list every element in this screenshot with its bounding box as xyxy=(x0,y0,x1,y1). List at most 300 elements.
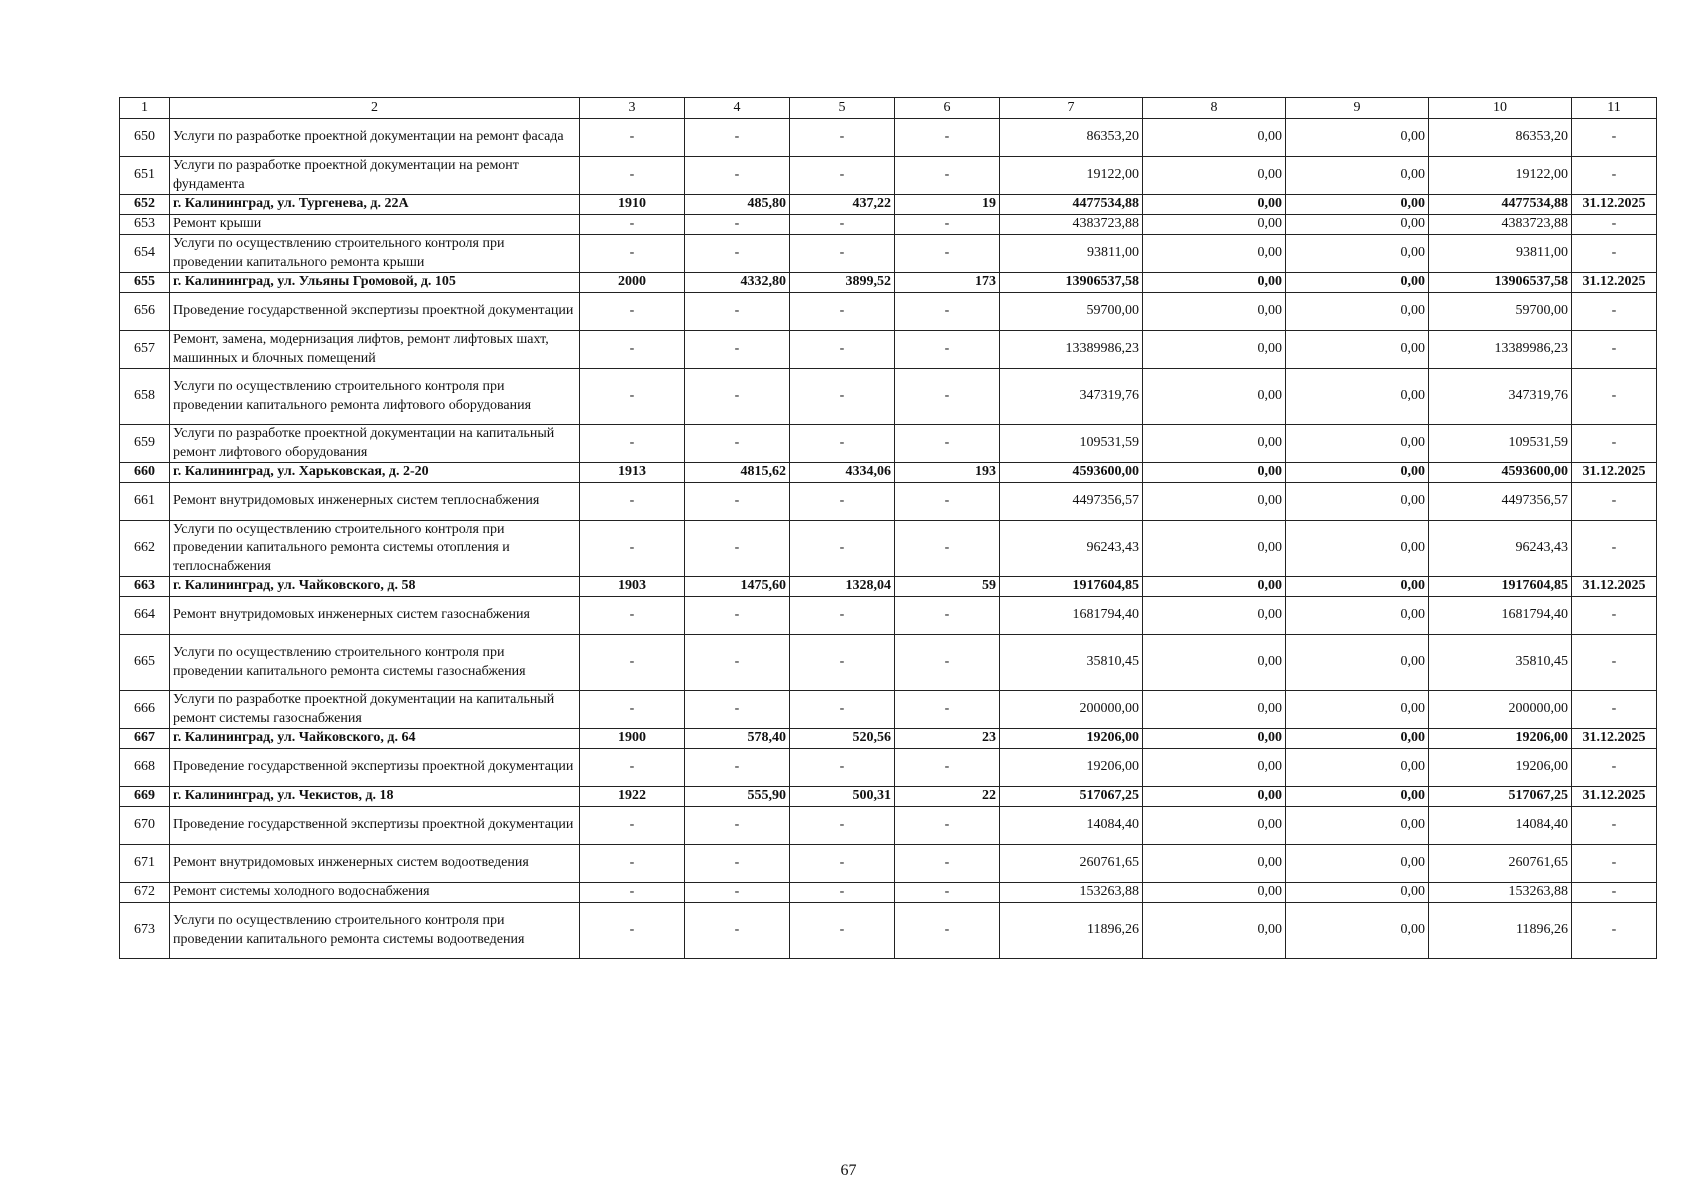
budget-cost-cell: 0,00 xyxy=(1286,883,1429,903)
work-name-cell: Проведение государственной экспертизы проектной документации xyxy=(170,807,580,845)
living-area-cell: 500,31 xyxy=(790,787,895,807)
row-number: 663 xyxy=(120,577,170,597)
total-cost-cell: 4497356,57 xyxy=(1000,483,1143,521)
column-number: 8 xyxy=(1143,98,1286,119)
budget-cost-cell: 0,00 xyxy=(1286,807,1429,845)
owner-funds-cell: 19206,00 xyxy=(1429,729,1572,749)
total-cost-cell: 13389986,23 xyxy=(1000,331,1143,369)
work-name-cell: Услуги по осуществлению строительного контроля при проведении капитального ремонта системы отопления и теплоснабжения xyxy=(170,521,580,577)
living-area-cell: - xyxy=(790,845,895,883)
work-item-row xyxy=(120,845,1657,883)
address-row xyxy=(120,195,1657,215)
fund-cost-cell: 0,00 xyxy=(1143,119,1286,157)
table-body xyxy=(120,98,1657,959)
total-cost-cell: 19122,00 xyxy=(1000,157,1143,195)
fund-cost-cell: 0,00 xyxy=(1143,483,1286,521)
deadline-cell: - xyxy=(1572,293,1657,331)
work-name-cell: Услуги по осуществлению строительного контроля при проведении капитального ремонта системы водоотведения xyxy=(170,903,580,959)
work-name-cell: Ремонт системы холодного водоснабжения xyxy=(170,883,580,903)
address-cell: г. Калининград, ул. Тургенева, д. 22А xyxy=(170,195,580,215)
work-name-cell: Ремонт внутридомовых инженерных систем газоснабжения xyxy=(170,597,580,635)
total-area-cell: 4332,80 xyxy=(685,273,790,293)
total-cost-cell: 96243,43 xyxy=(1000,521,1143,577)
living-area-cell: - xyxy=(790,369,895,425)
year-cell: - xyxy=(580,293,685,331)
year-cell: - xyxy=(580,331,685,369)
total-cost-cell: 1917604,85 xyxy=(1000,577,1143,597)
year-cell: - xyxy=(580,235,685,273)
total-area-cell: - xyxy=(685,807,790,845)
residents-cell: - xyxy=(895,635,1000,691)
year-cell: - xyxy=(580,635,685,691)
row-number: 667 xyxy=(120,729,170,749)
budget-cost-cell: 0,00 xyxy=(1286,369,1429,425)
year-cell: - xyxy=(580,215,685,235)
deadline-cell: - xyxy=(1572,845,1657,883)
row-number: 660 xyxy=(120,463,170,483)
living-area-cell: - xyxy=(790,635,895,691)
column-number: 5 xyxy=(790,98,895,119)
living-area-cell: - xyxy=(790,293,895,331)
residents-cell: - xyxy=(895,691,1000,729)
owner-funds-cell: 14084,40 xyxy=(1429,807,1572,845)
total-cost-cell: 11896,26 xyxy=(1000,903,1143,959)
residents-cell: - xyxy=(895,807,1000,845)
row-number: 671 xyxy=(120,845,170,883)
residents-cell: - xyxy=(895,597,1000,635)
row-number: 650 xyxy=(120,119,170,157)
owner-funds-cell: 517067,25 xyxy=(1429,787,1572,807)
column-number: 6 xyxy=(895,98,1000,119)
residents-cell: - xyxy=(895,483,1000,521)
year-cell: - xyxy=(580,119,685,157)
total-cost-cell: 260761,65 xyxy=(1000,845,1143,883)
total-area-cell: - xyxy=(685,691,790,729)
address-row xyxy=(120,729,1657,749)
living-area-cell: 1328,04 xyxy=(790,577,895,597)
deadline-cell: - xyxy=(1572,749,1657,787)
owner-funds-cell: 109531,59 xyxy=(1429,425,1572,463)
fund-cost-cell: 0,00 xyxy=(1143,521,1286,577)
row-number: 662 xyxy=(120,521,170,577)
owner-funds-cell: 11896,26 xyxy=(1429,903,1572,959)
budget-cost-cell: 0,00 xyxy=(1286,463,1429,483)
total-cost-cell: 4383723,88 xyxy=(1000,215,1143,235)
owner-funds-cell: 19122,00 xyxy=(1429,157,1572,195)
work-name-cell: Проведение государственной экспертизы проектной документации xyxy=(170,293,580,331)
living-area-cell: - xyxy=(790,215,895,235)
living-area-cell: - xyxy=(790,883,895,903)
total-cost-cell: 93811,00 xyxy=(1000,235,1143,273)
year-cell: - xyxy=(580,691,685,729)
work-item-row xyxy=(120,293,1657,331)
work-name-cell: Ремонт внутридомовых инженерных систем теплоснабжения xyxy=(170,483,580,521)
owner-funds-cell: 13389986,23 xyxy=(1429,331,1572,369)
work-item-row xyxy=(120,331,1657,369)
residents-cell: - xyxy=(895,119,1000,157)
work-item-row xyxy=(120,235,1657,273)
deadline-cell: 31.12.2025 xyxy=(1572,787,1657,807)
residents-cell: - xyxy=(895,157,1000,195)
deadline-cell: - xyxy=(1572,425,1657,463)
owner-funds-cell: 153263,88 xyxy=(1429,883,1572,903)
residents-cell: - xyxy=(895,331,1000,369)
row-number: 655 xyxy=(120,273,170,293)
address-row xyxy=(120,273,1657,293)
deadline-cell: 31.12.2025 xyxy=(1572,463,1657,483)
total-cost-cell: 517067,25 xyxy=(1000,787,1143,807)
budget-cost-cell: 0,00 xyxy=(1286,215,1429,235)
total-cost-cell: 153263,88 xyxy=(1000,883,1143,903)
owner-funds-cell: 200000,00 xyxy=(1429,691,1572,729)
budget-cost-cell: 0,00 xyxy=(1286,903,1429,959)
deadline-cell: - xyxy=(1572,691,1657,729)
living-area-cell: - xyxy=(790,691,895,729)
total-area-cell: - xyxy=(685,119,790,157)
owner-funds-cell: 1681794,40 xyxy=(1429,597,1572,635)
row-number: 670 xyxy=(120,807,170,845)
total-area-cell: 555,90 xyxy=(685,787,790,807)
row-number: 673 xyxy=(120,903,170,959)
row-number: 659 xyxy=(120,425,170,463)
deadline-cell: 31.12.2025 xyxy=(1572,195,1657,215)
living-area-cell: - xyxy=(790,807,895,845)
budget-cost-cell: 0,00 xyxy=(1286,483,1429,521)
owner-funds-cell: 86353,20 xyxy=(1429,119,1572,157)
living-area-cell: - xyxy=(790,597,895,635)
total-area-cell: - xyxy=(685,845,790,883)
total-cost-cell: 86353,20 xyxy=(1000,119,1143,157)
row-number: 672 xyxy=(120,883,170,903)
address-cell: г. Калининград, ул. Ульяны Громовой, д. 105 xyxy=(170,273,580,293)
total-area-cell: - xyxy=(685,369,790,425)
work-item-row xyxy=(120,597,1657,635)
residents-cell: 23 xyxy=(895,729,1000,749)
owner-funds-cell: 4383723,88 xyxy=(1429,215,1572,235)
work-name-cell: Услуги по разработке проектной документации на ремонт фасада xyxy=(170,119,580,157)
deadline-cell: - xyxy=(1572,331,1657,369)
owner-funds-cell: 93811,00 xyxy=(1429,235,1572,273)
deadline-cell: 31.12.2025 xyxy=(1572,273,1657,293)
total-area-cell: 485,80 xyxy=(685,195,790,215)
year-cell: - xyxy=(580,157,685,195)
work-schedule-table xyxy=(119,97,1657,959)
work-item-row xyxy=(120,903,1657,959)
row-number: 668 xyxy=(120,749,170,787)
column-number: 11 xyxy=(1572,98,1657,119)
residents-cell: 19 xyxy=(895,195,1000,215)
address-cell: г. Калининград, ул. Харьковская, д. 2-20 xyxy=(170,463,580,483)
fund-cost-cell: 0,00 xyxy=(1143,845,1286,883)
work-name-cell: Ремонт крыши xyxy=(170,215,580,235)
owner-funds-cell: 19206,00 xyxy=(1429,749,1572,787)
living-area-cell: - xyxy=(790,157,895,195)
owner-funds-cell: 13906537,58 xyxy=(1429,273,1572,293)
total-cost-cell: 4477534,88 xyxy=(1000,195,1143,215)
column-number: 2 xyxy=(170,98,580,119)
living-area-cell: - xyxy=(790,425,895,463)
deadline-cell: - xyxy=(1572,235,1657,273)
address-row xyxy=(120,787,1657,807)
column-number: 1 xyxy=(120,98,170,119)
fund-cost-cell: 0,00 xyxy=(1143,425,1286,463)
total-cost-cell: 200000,00 xyxy=(1000,691,1143,729)
row-number: 665 xyxy=(120,635,170,691)
living-area-cell: 520,56 xyxy=(790,729,895,749)
budget-cost-cell: 0,00 xyxy=(1286,521,1429,577)
work-item-row xyxy=(120,119,1657,157)
owner-funds-cell: 4477534,88 xyxy=(1429,195,1572,215)
work-item-row xyxy=(120,635,1657,691)
owner-funds-cell: 4593600,00 xyxy=(1429,463,1572,483)
residents-cell: 22 xyxy=(895,787,1000,807)
deadline-cell: - xyxy=(1572,521,1657,577)
deadline-cell: - xyxy=(1572,903,1657,959)
total-cost-cell: 1681794,40 xyxy=(1000,597,1143,635)
row-number: 658 xyxy=(120,369,170,425)
deadline-cell: - xyxy=(1572,883,1657,903)
work-name-cell: Услуги по разработке проектной документации на капитальный ремонт системы газоснабжения xyxy=(170,691,580,729)
residents-cell: - xyxy=(895,903,1000,959)
residents-cell: 173 xyxy=(895,273,1000,293)
address-cell: г. Калининград, ул. Чайковского, д. 64 xyxy=(170,729,580,749)
row-number: 652 xyxy=(120,195,170,215)
residents-cell: 59 xyxy=(895,577,1000,597)
year-cell: - xyxy=(580,883,685,903)
budget-cost-cell: 0,00 xyxy=(1286,635,1429,691)
total-area-cell: - xyxy=(685,293,790,331)
year-cell: - xyxy=(580,425,685,463)
residents-cell: - xyxy=(895,883,1000,903)
year-cell: - xyxy=(580,903,685,959)
living-area-cell: 437,22 xyxy=(790,195,895,215)
living-area-cell: - xyxy=(790,749,895,787)
fund-cost-cell: 0,00 xyxy=(1143,215,1286,235)
row-number: 651 xyxy=(120,157,170,195)
work-item-row xyxy=(120,521,1657,577)
living-area-cell: - xyxy=(790,483,895,521)
work-name-cell: Услуги по разработке проектной документации на капитальный ремонт лифтового оборудования xyxy=(170,425,580,463)
work-name-cell: Ремонт, замена, модернизация лифтов, ремонт лифтовых шахт, машинных и блочных помещений xyxy=(170,331,580,369)
total-area-cell: 4815,62 xyxy=(685,463,790,483)
address-cell: г. Калининград, ул. Чайковского, д. 58 xyxy=(170,577,580,597)
total-cost-cell: 347319,76 xyxy=(1000,369,1143,425)
fund-cost-cell: 0,00 xyxy=(1143,273,1286,293)
budget-cost-cell: 0,00 xyxy=(1286,331,1429,369)
fund-cost-cell: 0,00 xyxy=(1143,235,1286,273)
work-item-row xyxy=(120,483,1657,521)
total-area-cell: - xyxy=(685,883,790,903)
work-item-row xyxy=(120,807,1657,845)
total-area-cell: - xyxy=(685,749,790,787)
year-cell: 1900 xyxy=(580,729,685,749)
total-area-cell: - xyxy=(685,635,790,691)
residents-cell: - xyxy=(895,749,1000,787)
deadline-cell: - xyxy=(1572,483,1657,521)
work-item-row xyxy=(120,749,1657,787)
work-name-cell: Услуги по осуществлению строительного контроля при проведении капитального ремонта системы газоснабжения xyxy=(170,635,580,691)
work-name-cell: Услуги по осуществлению строительного контроля при проведении капитального ремонта крыши xyxy=(170,235,580,273)
residents-cell: - xyxy=(895,215,1000,235)
year-cell: 2000 xyxy=(580,273,685,293)
residents-cell: - xyxy=(895,293,1000,331)
year-cell: 1913 xyxy=(580,463,685,483)
year-cell: - xyxy=(580,483,685,521)
total-area-cell: - xyxy=(685,483,790,521)
budget-cost-cell: 0,00 xyxy=(1286,845,1429,883)
budget-cost-cell: 0,00 xyxy=(1286,787,1429,807)
deadline-cell: - xyxy=(1572,157,1657,195)
row-number: 653 xyxy=(120,215,170,235)
total-area-cell: - xyxy=(685,597,790,635)
total-area-cell: - xyxy=(685,425,790,463)
fund-cost-cell: 0,00 xyxy=(1143,369,1286,425)
fund-cost-cell: 0,00 xyxy=(1143,807,1286,845)
owner-funds-cell: 1917604,85 xyxy=(1429,577,1572,597)
total-cost-cell: 4593600,00 xyxy=(1000,463,1143,483)
fund-cost-cell: 0,00 xyxy=(1143,577,1286,597)
year-cell: 1903 xyxy=(580,577,685,597)
row-number: 664 xyxy=(120,597,170,635)
work-item-row xyxy=(120,369,1657,425)
row-number: 666 xyxy=(120,691,170,729)
deadline-cell: - xyxy=(1572,635,1657,691)
budget-cost-cell: 0,00 xyxy=(1286,235,1429,273)
fund-cost-cell: 0,00 xyxy=(1143,597,1286,635)
total-area-cell: - xyxy=(685,903,790,959)
work-item-row xyxy=(120,425,1657,463)
fund-cost-cell: 0,00 xyxy=(1143,463,1286,483)
total-area-cell: - xyxy=(685,215,790,235)
living-area-cell: 4334,06 xyxy=(790,463,895,483)
budget-cost-cell: 0,00 xyxy=(1286,119,1429,157)
year-cell: - xyxy=(580,807,685,845)
budget-cost-cell: 0,00 xyxy=(1286,597,1429,635)
total-cost-cell: 14084,40 xyxy=(1000,807,1143,845)
residents-cell: - xyxy=(895,521,1000,577)
residents-cell: - xyxy=(895,845,1000,883)
total-cost-cell: 19206,00 xyxy=(1000,749,1143,787)
total-area-cell: - xyxy=(685,331,790,369)
year-cell: 1922 xyxy=(580,787,685,807)
budget-cost-cell: 0,00 xyxy=(1286,195,1429,215)
budget-cost-cell: 0,00 xyxy=(1286,729,1429,749)
budget-cost-cell: 0,00 xyxy=(1286,425,1429,463)
residents-cell: - xyxy=(895,235,1000,273)
fund-cost-cell: 0,00 xyxy=(1143,331,1286,369)
budget-cost-cell: 0,00 xyxy=(1286,293,1429,331)
residents-cell: 193 xyxy=(895,463,1000,483)
budget-cost-cell: 0,00 xyxy=(1286,273,1429,293)
living-area-cell: - xyxy=(790,903,895,959)
work-name-cell: Услуги по осуществлению строительного контроля при проведении капитального ремонта лифтового оборудования xyxy=(170,369,580,425)
work-name-cell: Услуги по разработке проектной документации на ремонт фундамента xyxy=(170,157,580,195)
total-cost-cell: 13906537,58 xyxy=(1000,273,1143,293)
column-number: 4 xyxy=(685,98,790,119)
row-number: 657 xyxy=(120,331,170,369)
column-numbers-row xyxy=(120,98,1657,119)
year-cell: - xyxy=(580,597,685,635)
year-cell: - xyxy=(580,369,685,425)
row-number: 654 xyxy=(120,235,170,273)
deadline-cell: 31.12.2025 xyxy=(1572,577,1657,597)
total-area-cell: - xyxy=(685,157,790,195)
total-cost-cell: 59700,00 xyxy=(1000,293,1143,331)
budget-cost-cell: 0,00 xyxy=(1286,577,1429,597)
row-number: 661 xyxy=(120,483,170,521)
owner-funds-cell: 35810,45 xyxy=(1429,635,1572,691)
work-item-row xyxy=(120,215,1657,235)
fund-cost-cell: 0,00 xyxy=(1143,903,1286,959)
living-area-cell: - xyxy=(790,235,895,273)
fund-cost-cell: 0,00 xyxy=(1143,691,1286,729)
deadline-cell: - xyxy=(1572,215,1657,235)
total-cost-cell: 35810,45 xyxy=(1000,635,1143,691)
owner-funds-cell: 96243,43 xyxy=(1429,521,1572,577)
address-cell: г. Калининград, ул. Чекистов, д. 18 xyxy=(170,787,580,807)
fund-cost-cell: 0,00 xyxy=(1143,883,1286,903)
column-number: 3 xyxy=(580,98,685,119)
work-item-row xyxy=(120,157,1657,195)
page-number: 67 xyxy=(840,1162,857,1179)
total-cost-cell: 19206,00 xyxy=(1000,729,1143,749)
total-area-cell: 578,40 xyxy=(685,729,790,749)
total-cost-cell: 109531,59 xyxy=(1000,425,1143,463)
deadline-cell: 31.12.2025 xyxy=(1572,729,1657,749)
column-number: 7 xyxy=(1000,98,1143,119)
owner-funds-cell: 347319,76 xyxy=(1429,369,1572,425)
deadline-cell: - xyxy=(1572,807,1657,845)
fund-cost-cell: 0,00 xyxy=(1143,635,1286,691)
address-row xyxy=(120,577,1657,597)
owner-funds-cell: 59700,00 xyxy=(1429,293,1572,331)
work-name-cell: Ремонт внутридомовых инженерных систем водоотведения xyxy=(170,845,580,883)
living-area-cell: - xyxy=(790,119,895,157)
row-number: 669 xyxy=(120,787,170,807)
residents-cell: - xyxy=(895,425,1000,463)
deadline-cell: - xyxy=(1572,369,1657,425)
fund-cost-cell: 0,00 xyxy=(1143,749,1286,787)
fund-cost-cell: 0,00 xyxy=(1143,787,1286,807)
year-cell: - xyxy=(580,845,685,883)
owner-funds-cell: 260761,65 xyxy=(1429,845,1572,883)
deadline-cell: - xyxy=(1572,119,1657,157)
budget-cost-cell: 0,00 xyxy=(1286,157,1429,195)
total-area-cell: - xyxy=(685,521,790,577)
fund-cost-cell: 0,00 xyxy=(1143,195,1286,215)
deadline-cell: - xyxy=(1572,597,1657,635)
living-area-cell: 3899,52 xyxy=(790,273,895,293)
work-item-row xyxy=(120,691,1657,729)
column-number: 10 xyxy=(1429,98,1572,119)
column-number: 9 xyxy=(1286,98,1429,119)
living-area-cell: - xyxy=(790,331,895,369)
residents-cell: - xyxy=(895,369,1000,425)
fund-cost-cell: 0,00 xyxy=(1143,293,1286,331)
total-area-cell: - xyxy=(685,235,790,273)
year-cell: - xyxy=(580,521,685,577)
total-area-cell: 1475,60 xyxy=(685,577,790,597)
year-cell: - xyxy=(580,749,685,787)
work-item-row xyxy=(120,883,1657,903)
budget-cost-cell: 0,00 xyxy=(1286,749,1429,787)
fund-cost-cell: 0,00 xyxy=(1143,157,1286,195)
address-row xyxy=(120,463,1657,483)
work-name-cell: Проведение государственной экспертизы проектной документации xyxy=(170,749,580,787)
living-area-cell: - xyxy=(790,521,895,577)
budget-cost-cell: 0,00 xyxy=(1286,691,1429,729)
fund-cost-cell: 0,00 xyxy=(1143,729,1286,749)
